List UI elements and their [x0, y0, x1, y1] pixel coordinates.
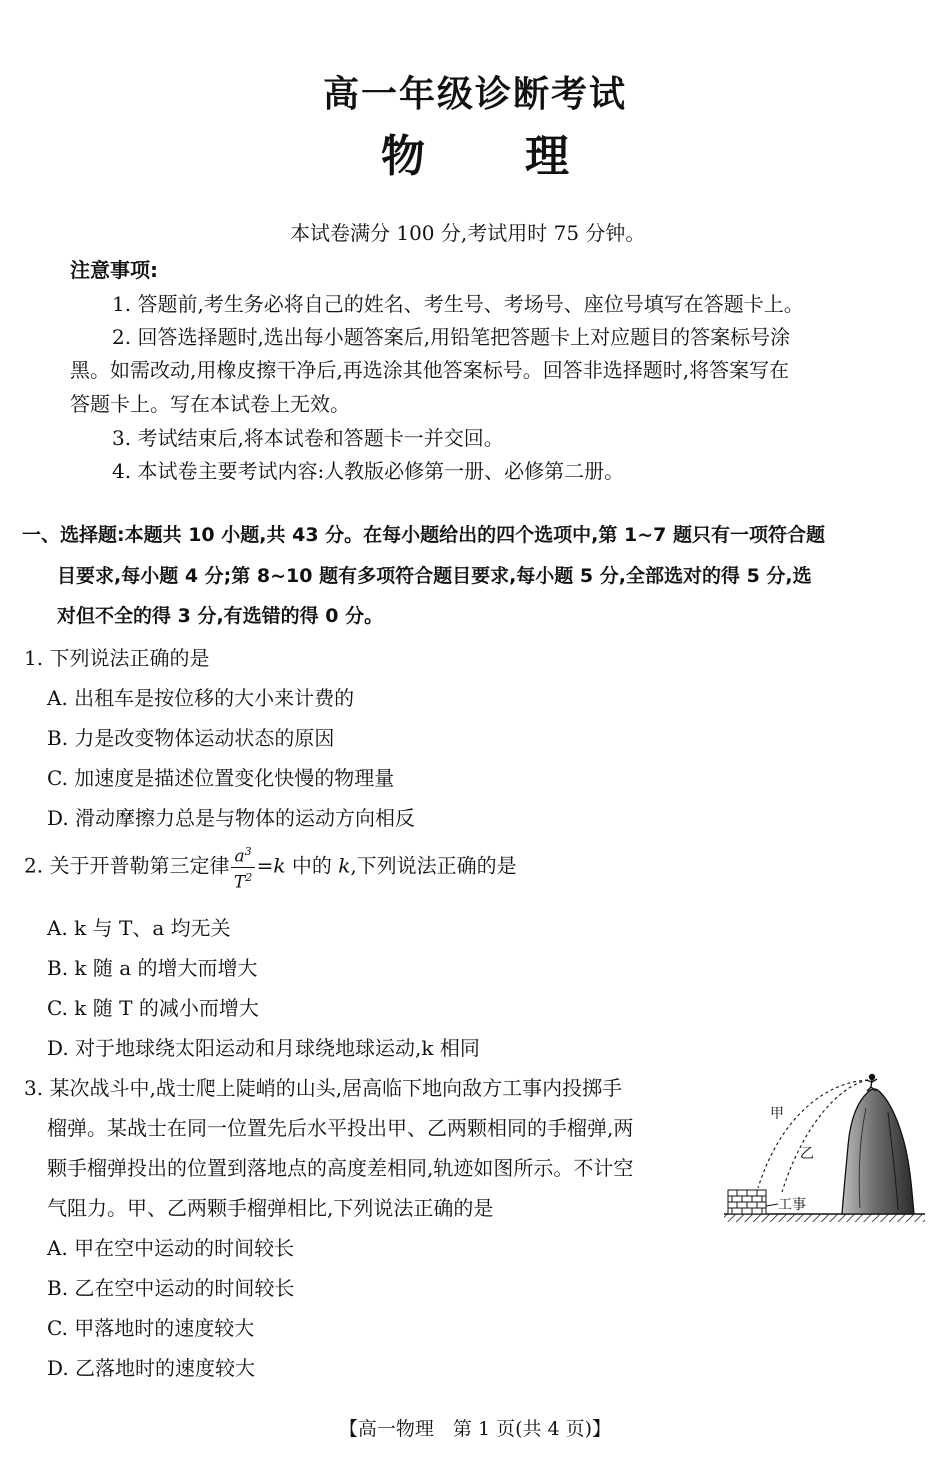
frac-numerator: a	[234, 846, 245, 867]
exam-intro: 本试卷满分 100 分,考试用时 75 分钟。	[290, 221, 646, 245]
page-footer: 【高一物理 第 1 页(共 4 页)】	[338, 1418, 612, 1440]
q2-k: k	[273, 853, 286, 878]
rock-mountain	[842, 1089, 914, 1214]
label-gongshi: 工事	[778, 1197, 806, 1213]
label-yi: 乙	[800, 1146, 814, 1162]
subject-title	[0, 120, 950, 184]
notice-heading: 注意事项:	[70, 258, 158, 282]
bunker-pointer	[766, 1204, 778, 1206]
section1-line-3: 对但不全的得 3 分,有选错的得 0 分。	[57, 605, 384, 627]
notice-line-5: 3. 考试结束后,将本试卷和答题卡一并交回。	[112, 426, 504, 450]
q3-stem-line-3: 颗手榴弹投出的位置到落地点的高度差相同,轨迹如图所示。不计空	[47, 1156, 634, 1180]
subject-char-1: 物	[381, 131, 425, 182]
q2-stem-end: ,下列说法正确的是	[350, 853, 517, 878]
notice-line-1: 1. 答题前,考生务必将自己的姓名、考生号、考场号、座位号填写在答题卡上。	[112, 292, 804, 316]
section1-line-1: 一、选择题:本题共 10 小题,共 43 分。在每小题给出的四个选项中,第 1~7 题只有一项符合题	[22, 524, 825, 546]
q3-stem-line-4: 气阻力。甲、乙两颗手榴弹相比,下列说法正确的是	[47, 1196, 494, 1220]
q2-option-b: B. k 随 a 的增大而增大	[47, 956, 258, 980]
q1-option-c: C. 加速度是描述位置变化快慢的物理量	[47, 766, 395, 790]
q1-option-d: D. 滑动摩擦力总是与物体的运动方向相反	[47, 806, 416, 830]
notice-line-3: 黑。如需改动,用橡皮擦干净后,再选涂其他答案标号。回答非选择题时,将答案写在	[70, 358, 790, 382]
q2-k2: k	[338, 853, 351, 878]
frac-denominator-exp: 2	[245, 870, 253, 884]
q1-option-a: A. 出租车是按位移的大小来计费的	[47, 686, 355, 710]
q1-stem: 1. 下列说法正确的是	[24, 646, 210, 670]
frac-denominator: T	[233, 872, 246, 893]
q3-stem-line-1: 3. 某次战斗中,战士爬上陡峭的山头,居高临下地向敌方工事内投掷手	[24, 1076, 623, 1100]
kepler-fraction	[231, 842, 254, 892]
bunker-wall	[728, 1190, 766, 1214]
q3-figure	[720, 1068, 930, 1230]
q2-stem-prefix: 2. 关于开普勒第三定律	[24, 853, 230, 878]
q3-option-d: D. 乙落地时的速度较大	[47, 1356, 256, 1380]
notice-line-4: 答题卡上。写在本试卷上无效。	[70, 392, 350, 416]
frac-numerator-exp: 3	[244, 845, 252, 858]
q1-option-b: B. 力是改变物体运动状态的原因	[47, 726, 335, 750]
q2-stem	[24, 842, 517, 892]
notice-line-2: 2. 回答选择题时,选出每小题答案后,用铅笔把答题卡上对应题目的答案标号涂	[112, 325, 791, 349]
q3-option-a: A. 甲在空中运动的时间较长	[47, 1236, 295, 1260]
section1-line-2: 目要求,每小题 4 分;第 8~10 题有多项符合题目要求,每小题 5 分,全部选对的得 5 分,选	[57, 565, 812, 587]
q2-eq: =	[256, 853, 274, 878]
q2-option-d: D. 对于地球绕太阳运动和月球绕地球运动,k 相同	[47, 1036, 480, 1060]
notice-line-6: 4. 本试卷主要考试内容:人教版必修第一册、必修第二册。	[112, 459, 625, 483]
q2-option-c: C. k 随 T 的减小而增大	[47, 996, 259, 1020]
q2-stem-mid: 中的	[285, 853, 339, 878]
q2-option-a: A. k 与 T、a 均无关	[47, 916, 231, 940]
q3-option-c: C. 甲落地时的速度较大	[47, 1316, 255, 1340]
label-jia: 甲	[770, 1106, 784, 1122]
ground-hatch	[724, 1214, 925, 1222]
exam-title: 高一年级诊断考试	[322, 74, 627, 115]
q3-stem-line-2: 榴弹。某战士在同一位置先后水平投出甲、乙两颗相同的手榴弹,两	[47, 1116, 634, 1140]
subject-char-2: 理	[525, 131, 569, 182]
q3-option-b: B. 乙在空中运动的时间较长	[47, 1276, 295, 1300]
